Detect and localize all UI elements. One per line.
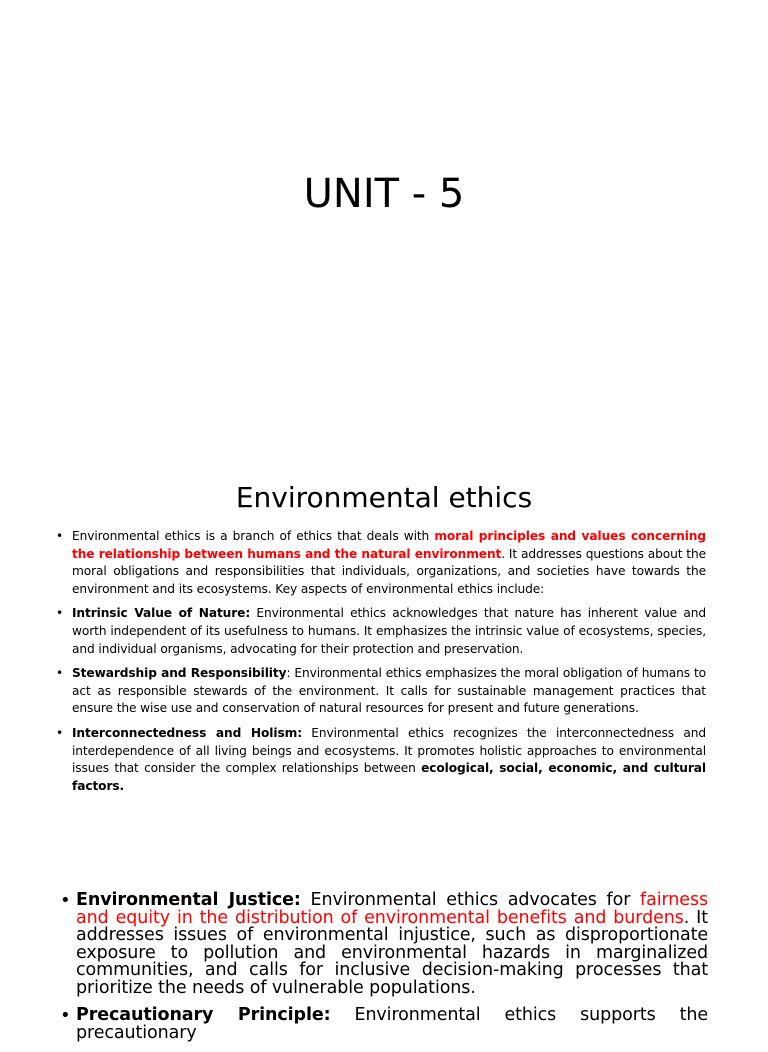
environmental-justice-slide [0, 862, 768, 1043]
bullet-term: Interconnectedness and Holism: [72, 725, 302, 740]
bullet-icon: • [60, 1005, 71, 1026]
highlighted-text: moral principles and values concerning the relationship between humans and the natural environment [72, 529, 706, 561]
bullet-term: Intrinsic Value of Nature: [72, 606, 251, 621]
unit-title: UNIT - 5 [303, 171, 465, 217]
bullet-colon: : [286, 666, 291, 681]
bullet-text: . It addresses issues of environmental injustice, such as disproportionate exposure to pollution and environmental hazards in marginalized communities, and calls for inclusive decision-making processes that prioritize the needs of vulnerable populations. [76, 907, 709, 998]
bullet-term: Environmental Justice: [76, 890, 301, 910]
bullet-environmental-justice [60, 892, 708, 997]
bullet-term: Precautionary Principle: [76, 1005, 331, 1025]
bullet-bold-tail: ecological, social, economic, and cultural factors. [72, 761, 706, 793]
bullet-text: Environmental ethics supports the precautionary [76, 1005, 709, 1043]
slide-heading: Environmental ethics [235, 481, 533, 514]
bullet-icon: • [56, 606, 64, 621]
bullet-list [60, 892, 708, 1052]
bullet-text: Environmental ethics advocates for [300, 890, 641, 910]
bullet-term: Stewardship and Responsibility [72, 666, 287, 681]
bullet-icon: • [56, 529, 64, 543]
bullet-icon: • [56, 725, 64, 740]
bullet-icon: • [60, 890, 71, 911]
bullet-list [56, 528, 706, 802]
bullet-intrinsic-value [56, 605, 706, 658]
bullet-interconnectedness [56, 725, 706, 795]
bullet-text: Environmental ethics emphasizes the moral obligation of humans to act as responsible stewards of the environment. It calls for sustainable management practices that ensure the wise use and conservation of natural resources for present and future generations. [72, 666, 707, 716]
bullet-stewardship [56, 665, 706, 718]
highlighted-text: fairness and equity in the distribution of environmental benefits and burdens [76, 890, 708, 928]
environmental-ethics-slide [0, 470, 768, 850]
bullet-definition [56, 528, 706, 598]
title-slide [0, 0, 768, 470]
bullet-text: Environmental ethics is a branch of ethics that deals with [72, 529, 435, 543]
bullet-text: . It addresses questions about the moral obligations and responsibilities that individuals, organizations, and societies have towards the environment and its ecosystems. Key aspects of environmental ethics include: [72, 546, 706, 596]
bullet-text: Environmental ethics recognizes the interconnectedness and interdependence of all living beings and ecosystems. It promotes holistic approaches to environmental issues that consider the complex relationships between [72, 725, 706, 776]
bullet-text: Environmental ethics acknowledges that nature has inherent value and worth independent of its usefulness to humans. It emphasizes the intrinsic value of ecosystems, species, and individual organisms, advocating for their protection and preservation. [72, 606, 706, 656]
bullet-icon: • [56, 666, 64, 681]
bullet-precautionary-principle [60, 1007, 708, 1042]
